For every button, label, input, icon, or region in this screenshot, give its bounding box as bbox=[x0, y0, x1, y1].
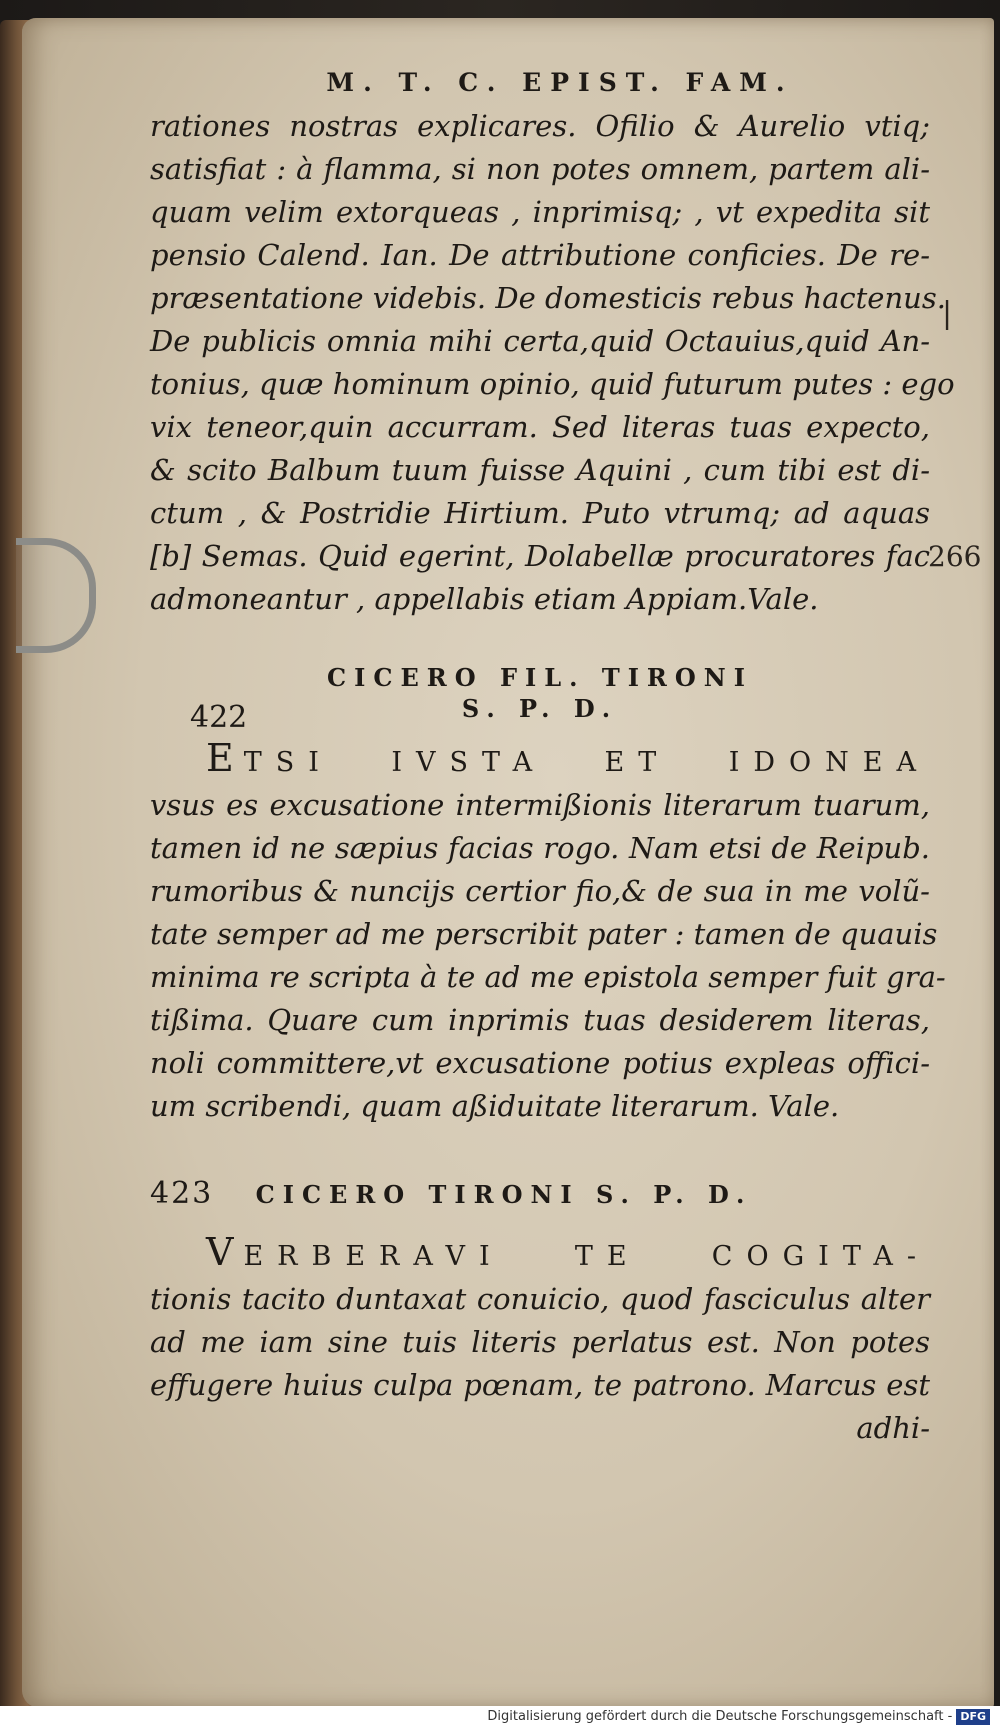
text-line: De publicis omnia mihi certa,quid Octauius,quid An- bbox=[150, 324, 930, 358]
text-line: quam velim extorqueas , inprimisq; , vt expedita sit bbox=[150, 195, 930, 229]
letter-heading-salutation: S. P. D. bbox=[461, 694, 619, 723]
text-line: tißima. Quare cum inprimis tuas desiderem literas, bbox=[150, 1003, 930, 1037]
text-line: tonius, quæ hominum opinio, quid futurum putes : ego bbox=[150, 367, 955, 401]
incipit-text: TSI IVSTA ET IDONEA bbox=[243, 747, 930, 778]
margin-dash: | bbox=[942, 296, 953, 331]
incipit-text: ERBERAVI TE COGITA- bbox=[243, 1241, 930, 1272]
dfg-logo: DFG bbox=[956, 1709, 990, 1725]
letter-number: 422 bbox=[190, 700, 248, 735]
letter-heading: CICERO FIL. TIRONI bbox=[327, 663, 753, 692]
text-line: rumoribus & nuncijs certior fio,& de sua in me volũ- bbox=[150, 874, 930, 908]
text-line: effugere huius culpa pœnam, te patrono. Marcus est bbox=[150, 1368, 930, 1402]
text-line: rationes nostras explicares. Ofilio & Aurelio vtiq; bbox=[150, 109, 930, 143]
text-line: & scito Balbum tuum fuisse Aquini , cum tibi est di- bbox=[150, 453, 930, 487]
text-line: ad me iam sine tuis literis perlatus est. Non potes bbox=[150, 1325, 930, 1359]
letter-423-heading-row bbox=[150, 1176, 930, 1211]
text-line: pensio Calend. Ian. De attributione conficies. De re- bbox=[150, 238, 930, 272]
text-line: [b] Semas. Quid egerint, Dolabellæ procuratores fac bbox=[150, 539, 930, 573]
letter-423-text bbox=[150, 1231, 930, 1450]
text-line: noli committere,vt excusatione potius expleas offici- bbox=[150, 1046, 930, 1080]
text-line: tionis tacito duntaxat conuicio, quod fasciculus alter bbox=[150, 1282, 930, 1316]
text-line: vsus es excusatione intermißionis literarum tuarum, bbox=[150, 788, 930, 822]
incipit-line bbox=[150, 737, 930, 784]
margin-page-number: 266 bbox=[928, 540, 982, 573]
running-head: M. T. C. EPIST. FAM. bbox=[326, 68, 794, 97]
text-line: um scribendi, quam aßiduitate literarum. Vale. bbox=[150, 1089, 840, 1123]
text-line: vix teneor,quin accurram. Sed literas tuas expecto, bbox=[150, 410, 930, 444]
text-line: satisfiat : à flamma, si non potes omnem, partem ali- bbox=[150, 152, 930, 186]
letter-number: 423 bbox=[150, 1176, 214, 1211]
text-line: ctum , & Postridie Hirtium. Puto vtrumq; ad aquas bbox=[150, 496, 930, 530]
initial-capital: V bbox=[206, 1230, 244, 1274]
digitization-footer bbox=[0, 1706, 1000, 1728]
letter-422-text bbox=[150, 736, 946, 1128]
catchword: adhi- bbox=[856, 1411, 930, 1445]
incipit-line bbox=[150, 1231, 930, 1278]
letter-heading: CICERO TIRONI S. P. D. bbox=[255, 1180, 753, 1209]
text-line: tamen id ne sæpius facias rogo. Nam etsi de Reipub. bbox=[150, 831, 930, 865]
text-line: tate semper ad me perscribit pater : tamen de quauis bbox=[150, 917, 938, 951]
footer-text: Digitalisierung gefördert durch die Deutsche Forschungsgemeinschaft - bbox=[487, 1709, 953, 1724]
text-line: præsentatione videbis. De domesticis rebus hactenus. bbox=[150, 281, 946, 315]
initial-capital: E bbox=[206, 736, 244, 780]
text-line: admoneantur , appellabis etiam Appiam.Vale. bbox=[150, 582, 819, 616]
paper-clip bbox=[16, 538, 96, 653]
text-line: minima re scripta à te ad me epistola semper fuit gra- bbox=[150, 960, 946, 994]
